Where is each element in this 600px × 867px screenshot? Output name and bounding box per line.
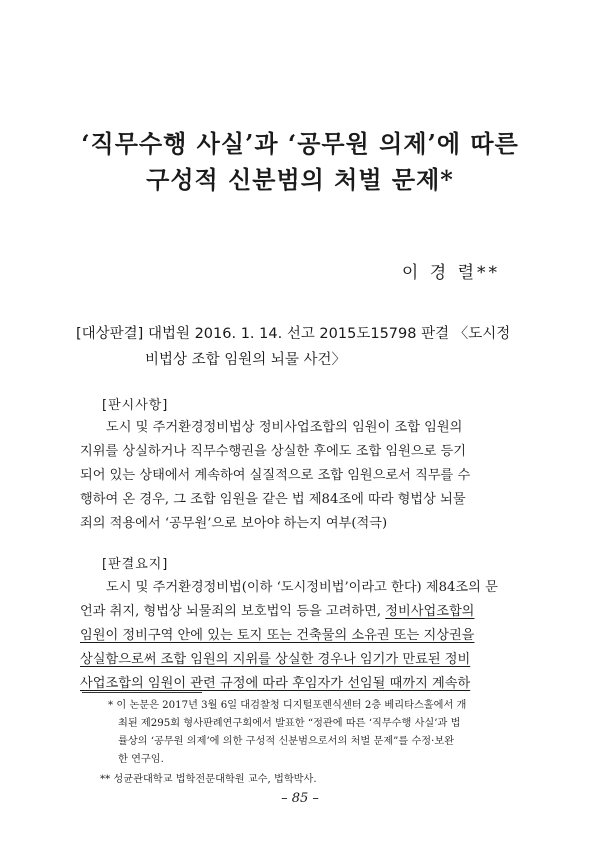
page-number: – 85 – xyxy=(281,791,319,806)
footnote-1-line: 률상의 ‘공무원 의제’에 의한 구성적 신분범으로서의 처벌 문제”를 수정·보완 xyxy=(118,736,455,747)
article-title-line-1: ‘직무수행 사실’과 ‘공무원 의제’에 따른 xyxy=(81,129,519,158)
summary-line: 사업조합의 임원이 관련 규정에 따라 후임자가 선임될 때까지 계속하 xyxy=(80,676,471,691)
holding-line: 지위를 상실하거나 직무수행권을 상실한 후에도 조합 임원으로 등기 xyxy=(80,444,467,459)
summary-text: 언과 취지, 형법상 뇌물죄의 보호법익 등을 고려하면, xyxy=(80,604,386,619)
footnote-divider xyxy=(82,692,202,693)
case-citation-line-2: 비법상 조합 임원의 뇌물 사건〉 xyxy=(145,352,347,368)
summary-line: 임원이 정비구역 안에 있는 토지 또는 건축물의 소유권 또는 지상권을 xyxy=(80,628,475,643)
summary-line: 도시 및 주거환경정비법(이하 ‘도시정비법’이라고 한다) 제84조의 문 xyxy=(106,580,498,595)
article-title-line-2: 구성적 신분범의 처벌 문제* xyxy=(146,165,454,194)
footnote-2: ** 성균관대학교 법학전문대학원 교수, 법학박사. xyxy=(100,774,317,785)
author-name: 이 경 렬** xyxy=(401,263,500,283)
holding-section-label: [판시사항] xyxy=(102,398,169,413)
holding-line: 되어 있는 상태에서 계속하여 실질적으로 조합 임원으로서 직무를 수 xyxy=(80,468,471,483)
footnote-1-line: 최된 제295회 형사판례연구회에서 발표한 “정관에 따른 ‘직무수행 사실’과 법 xyxy=(118,718,461,729)
holding-line: 도시 및 주거환경정비법상 정비사업조합의 임원이 조합 임원의 xyxy=(106,420,463,435)
case-citation-line-1: [대상판결] 대법원 2016. 1. 14. 선고 2015도15798 판결 〈도시정 xyxy=(76,326,511,342)
holding-line: 행하여 온 경우, 그 조합 임원을 같은 법 제84조에 따라 형법상 뇌물 xyxy=(80,492,466,507)
holding-line: 죄의 적용에서 ‘공무원’으로 보아야 하는지 여부(적극) xyxy=(80,516,388,531)
summary-line: 상실함으로써 조합 임원의 지위를 상실한 경우나 임기가 만료된 정비 xyxy=(80,652,471,667)
summary-line xyxy=(80,602,510,622)
footnote-1-line: * 이 논문은 2017년 3월 6일 대검찰청 디지털포렌식센터 2층 베리타스홀에서 개 xyxy=(108,700,467,711)
summary-underlined-text: 정비사업조합의 xyxy=(385,604,475,619)
footnote-1-line: 한 연구임. xyxy=(118,754,164,765)
summary-section-label: [판결요지] xyxy=(102,557,169,572)
